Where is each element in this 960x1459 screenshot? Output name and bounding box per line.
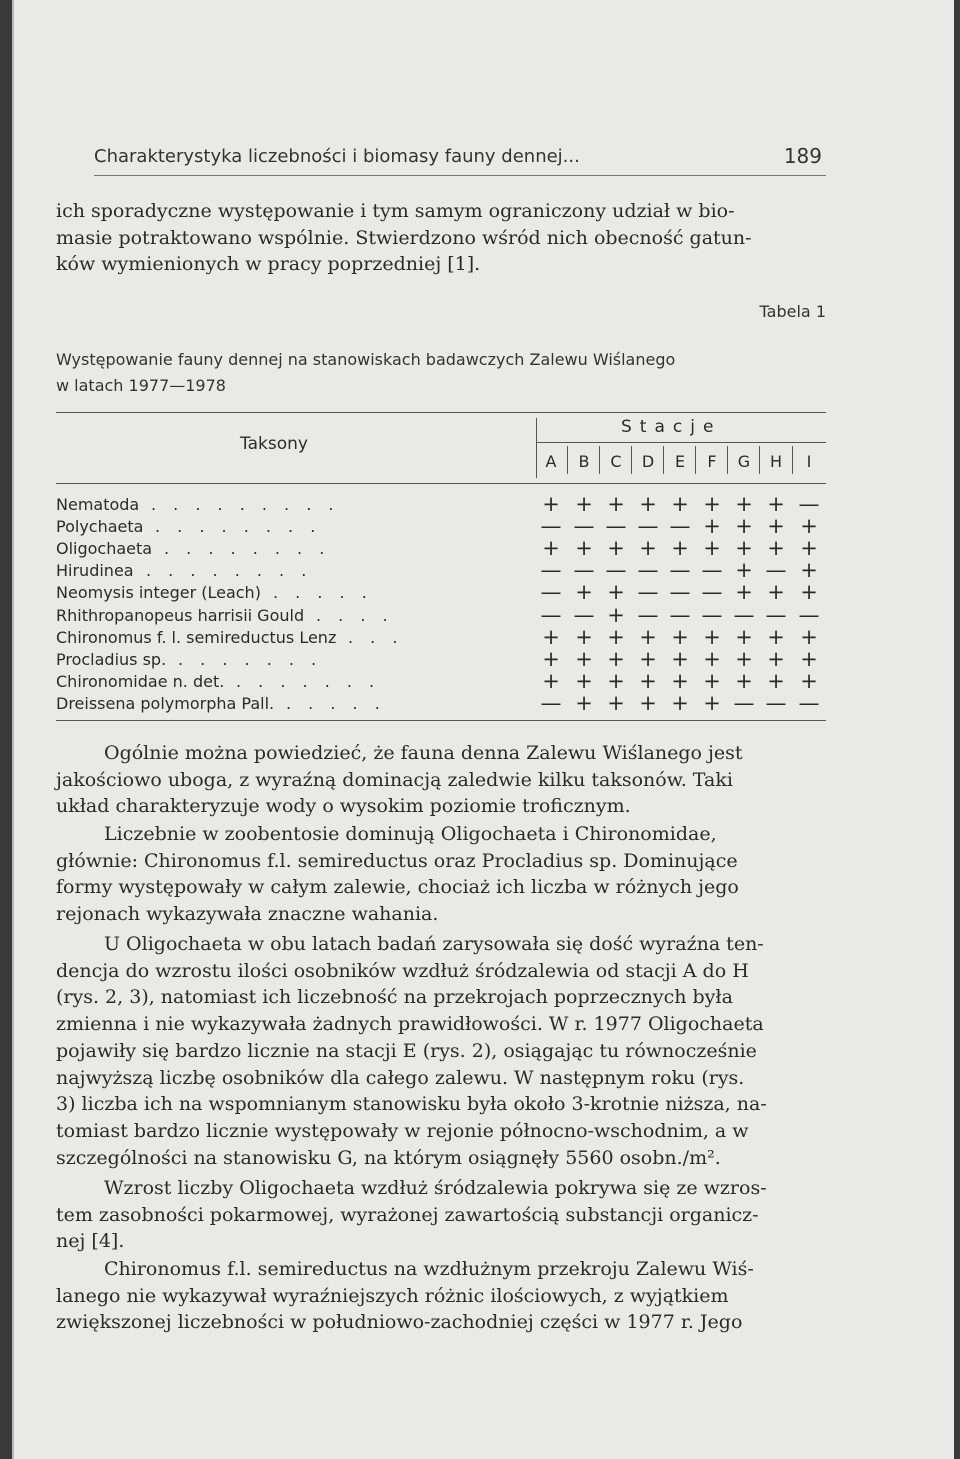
table-rule-top (56, 412, 826, 413)
station-header-h: H (769, 452, 783, 471)
text-line: jakościowo uboga, z wyraźną dominacją zaledwie kilku taksonów. Taki (56, 768, 733, 791)
text-line: tem zasobności pokarmowej, wyrażonej zawartością substancji organicz- (56, 1203, 759, 1226)
station-header-a: A (545, 452, 557, 471)
page-number: 189 (783, 144, 822, 168)
presence-cell-a: — (540, 602, 562, 627)
presence-cell-h: + (767, 536, 785, 561)
station-header-c: C (610, 452, 622, 471)
leader-dots: . . . . . (273, 583, 373, 603)
leader-dots: . . . . (316, 605, 394, 625)
presence-cell-d: + (639, 668, 657, 693)
presence-cell-b: + (575, 690, 593, 715)
presence-cell-e: — (669, 580, 691, 605)
presence-cell-a: — (540, 514, 562, 539)
book-page (12, 0, 954, 1459)
taxon-name: Rhithropanopeus harrisii Gould (56, 605, 305, 625)
presence-cell-g: + (735, 514, 753, 539)
stations-header-rule (536, 442, 826, 443)
presence-cell-e: — (669, 602, 691, 627)
leader-dots: . . . . . (286, 693, 386, 713)
station-column-separator (792, 446, 793, 474)
body-paragraph-1 (56, 740, 824, 820)
presence-cell-f: — (701, 602, 723, 627)
presence-cell-h: + (767, 646, 785, 671)
leader-dots: . . . . . . . . . (151, 495, 340, 514)
taxon-name: Polychaeta (56, 517, 144, 537)
presence-cell-b: + (575, 624, 593, 649)
presence-cell-e: + (671, 492, 689, 516)
presence-cell-b: + (575, 580, 593, 605)
table-rule-bottom (56, 720, 826, 721)
presence-cell-f: + (703, 668, 721, 693)
presence-cell-f: + (703, 492, 721, 516)
text-line: najwyższą liczbę osobników dla całego zalewu. W następnym roku (rys. (56, 1066, 745, 1089)
presence-cell-b: — (573, 558, 595, 583)
caption-line: w latach 1977—1978 (56, 376, 226, 395)
table-label: Tabela 1 (759, 302, 826, 321)
presence-cell-d: + (639, 646, 657, 671)
station-column-separator (567, 446, 568, 474)
stations-header: Stacje (621, 417, 722, 437)
body-paragraph-2 (56, 821, 824, 928)
presence-cell-a: + (542, 492, 560, 516)
presence-cell-f: + (703, 646, 721, 671)
presence-cell-i: + (800, 668, 818, 693)
presence-cell-b: + (575, 646, 593, 671)
station-column-separator (631, 446, 632, 474)
station-header-b: B (578, 452, 590, 471)
text-line: ich sporadyczne występowanie i tym samym ograniczony udział w bio- (56, 200, 735, 222)
presence-cell-i: — (798, 690, 820, 715)
text-line: Chironomus f.l. semireductus na wzdłużnym przekroju Zalewu Wiś- (104, 1258, 754, 1280)
leader-dots: . . . . . . . (178, 649, 323, 669)
presence-cell-h: + (767, 492, 785, 516)
table-rule-header (56, 483, 826, 484)
taxon-name: Oligochaeta (56, 539, 153, 559)
presence-cell-h: — (765, 690, 787, 715)
presence-cell-h: + (767, 668, 785, 693)
leader-dots: . . . . . . . (236, 671, 381, 691)
presence-cell-a: + (542, 536, 560, 561)
station-header-e: E (674, 452, 686, 471)
leader-dots: . . . . . . . . (146, 561, 313, 581)
presence-cell-f: + (703, 536, 721, 561)
presence-cell-g: + (735, 536, 753, 561)
table-row (56, 690, 826, 716)
presence-cell-e: — (669, 558, 691, 583)
presence-cell-e: + (671, 668, 689, 693)
presence-cell-f: + (703, 624, 721, 649)
text-line: rejonach wykazywała znaczne wahania. (56, 903, 439, 926)
text-line: dencja do wzrostu ilości osobników wzdłuż śródzalewia od stacji A do H (56, 959, 749, 982)
presence-cell-d: — (637, 558, 659, 583)
text-line: szczególności na stanowisku G, na którym osiągnęły 5560 osobn./m². (56, 1146, 721, 1169)
presence-cell-f: + (703, 514, 721, 539)
presence-cell-g: + (735, 646, 753, 671)
presence-cell-i: — (798, 492, 820, 516)
presence-cell-a: — (540, 558, 562, 583)
presence-cell-c: + (607, 646, 625, 671)
presence-cell-b: — (573, 602, 595, 627)
presence-cell-c: + (607, 492, 625, 516)
running-head-title: Charakterystyka liczebności i biomasy fauny dennej... (94, 146, 580, 167)
presence-cell-i: + (800, 536, 818, 561)
presence-cell-c: + (607, 580, 625, 605)
presence-cell-i: — (798, 602, 820, 627)
text-line: głównie: Chironomus f.l. semireductus oraz Procladius sp. Dominujące (56, 849, 738, 872)
intro-paragraph (56, 198, 824, 278)
taxon-name: Neomysis integer (Leach) (56, 583, 261, 603)
running-head (94, 143, 826, 176)
presence-cell-g: — (733, 602, 755, 627)
taxon-name: Chironomus f. l. semireductus Lenz (56, 627, 337, 647)
text-line: formy występowały w całym zalewie, chociaż ich liczba w różnych jego (56, 876, 739, 899)
taxon-name: Nematoda (56, 495, 140, 514)
presence-cell-a: — (540, 580, 562, 605)
presence-cell-c: — (605, 558, 627, 583)
presence-cell-g: + (735, 580, 753, 605)
text-line: tomiast bardzo licznie występowały w rejonie północno-wschodnim, a w (56, 1119, 749, 1142)
text-line: lanego nie wykazywał wyraźniejszych różnic ilościowych, z wyjątkiem (56, 1284, 729, 1307)
text-line: ków wymienionych w pracy poprzedniej [1]. (56, 253, 481, 276)
presence-cell-h: + (767, 514, 785, 539)
taxon-name: Dreissena polymorpha Pall. (56, 693, 275, 713)
body-paragraph-3 (56, 931, 824, 1171)
presence-cell-d: + (639, 690, 657, 715)
text-line: pojawiły się bardzo licznie na stacji E (rys. 2), osiągając tu równocześnie (56, 1039, 757, 1062)
presence-cell-b: + (575, 536, 593, 561)
text-line: nej [4]. (56, 1230, 125, 1253)
presence-cell-e: + (671, 690, 689, 715)
presence-cell-f: + (703, 690, 721, 715)
station-column-separator (727, 446, 728, 474)
station-column-separator (599, 446, 600, 474)
station-header-i: I (806, 452, 812, 471)
text-line: Liczebnie w zoobentosie dominują Oligochaeta i Chironomidae, (104, 823, 717, 845)
presence-cell-h: + (767, 624, 785, 649)
presence-cell-i: + (800, 580, 818, 605)
presence-cell-e: + (671, 536, 689, 561)
station-header-g: G (737, 452, 751, 471)
taxon-name: Chironomidae n. det. (56, 671, 225, 691)
presence-cell-a: + (542, 624, 560, 649)
text-line: Wzrost liczby Oligochaeta wzdłuż śródzalewia pokrywa się ze wzros- (104, 1177, 767, 1199)
presence-cell-c: + (607, 624, 625, 649)
text-line: (rys. 2, 3), natomiast ich liczebność na przekrojach poprzecznych była (56, 986, 733, 1009)
taxon-name: Procladius sp. (56, 649, 167, 669)
caption-line: Występowanie fauny dennej na stanowiskach badawczych Zalewu Wiślanego (56, 350, 676, 369)
presence-cell-c: — (605, 514, 627, 539)
presence-cell-h: + (767, 580, 785, 605)
station-column-separator (695, 446, 696, 474)
presence-cell-h: — (765, 558, 787, 583)
occurrence-table (56, 412, 826, 722)
text-line: Ogólnie można powiedzieć, że fauna denna Zalewu Wiślanego jest (104, 742, 743, 764)
presence-cell-i: + (800, 646, 818, 671)
presence-cell-i: + (800, 514, 818, 539)
presence-cell-d: + (639, 536, 657, 561)
station-header-f: F (707, 452, 717, 471)
presence-cell-b: + (575, 668, 593, 693)
presence-cell-i: + (800, 624, 818, 649)
body-paragraph-4 (56, 1175, 824, 1255)
presence-cell-c: + (607, 602, 625, 627)
taxon-name: Hirudinea (56, 561, 134, 581)
presence-cell-f: — (701, 580, 723, 605)
text-line: 3) liczba ich na wspomnianym stanowisku była około 3-krotnie niższa, na- (56, 1093, 767, 1116)
presence-cell-g: — (733, 690, 755, 715)
body-paragraph-5 (56, 1256, 824, 1336)
presence-cell-c: + (607, 668, 625, 693)
station-header-d: D (641, 452, 655, 471)
presence-cell-d: — (637, 580, 659, 605)
leader-dots: . . . . . . . . (164, 539, 331, 559)
presence-cell-a: — (540, 690, 562, 715)
text-line: zwiększonej liczebności w południowo-zachodniej części w 1977 r. Jego (56, 1311, 743, 1334)
presence-cell-d: — (637, 602, 659, 627)
presence-cell-d: + (639, 624, 657, 649)
presence-cell-c: + (607, 536, 625, 561)
presence-cell-d: — (637, 514, 659, 539)
leader-dots: . . . . . . . . (155, 517, 322, 537)
text-line: U Oligochaeta w obu latach badań zarysowała się dość wyraźna ten- (104, 933, 764, 955)
presence-cell-a: + (542, 646, 560, 671)
text-line: masie potraktowano wspólnie. Stwierdzono wśród nich obecność gatun- (56, 226, 752, 249)
taxa-column-header: Taksony (240, 434, 308, 454)
presence-cell-h: — (765, 602, 787, 627)
station-column-separator (663, 446, 664, 474)
text-line: zmienna i nie wykazywała żadnych prawidłowości. W r. 1977 Oligochaeta (56, 1013, 764, 1036)
presence-cell-d: + (639, 492, 657, 516)
presence-cell-g: + (735, 624, 753, 649)
presence-cell-c: + (607, 690, 625, 715)
presence-cell-b: — (573, 514, 595, 539)
presence-cell-f: — (701, 558, 723, 583)
presence-cell-e: — (669, 514, 691, 539)
presence-cell-a: + (542, 668, 560, 693)
text-line: układ charakteryzuje wody o wysokim poziomie troficznym. (56, 795, 631, 818)
station-column-separator (759, 446, 760, 474)
presence-cell-e: + (671, 624, 689, 649)
presence-cell-i: + (800, 558, 818, 583)
presence-cell-g: + (735, 558, 753, 583)
presence-cell-g: + (735, 492, 753, 516)
table-caption (56, 347, 826, 399)
leader-dots: . . . (348, 627, 404, 647)
presence-cell-g: + (735, 668, 753, 693)
presence-cell-b: + (575, 492, 593, 516)
presence-cell-e: + (671, 646, 689, 671)
